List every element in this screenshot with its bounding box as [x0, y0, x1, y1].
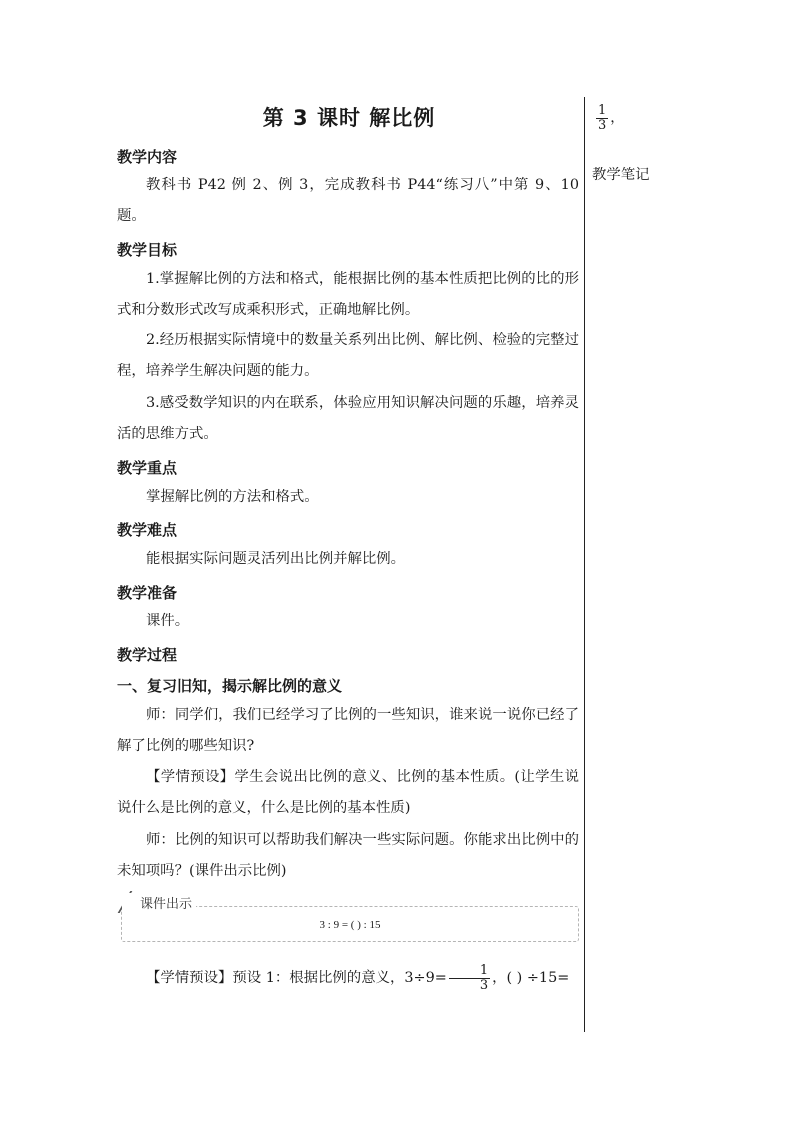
goal-3: 3.感受数学知识的内在联系，体验应用知识解决问题的乐趣，培养灵活的思维方式。	[117, 395, 579, 442]
column-divider	[584, 97, 585, 1032]
key-heading: 教学重点	[117, 459, 178, 477]
difficulty-heading: 教学难点	[117, 521, 178, 539]
courseware-equation: 3 : 9 = ( ) : 15	[319, 919, 381, 931]
sidebar-fraction-line	[594, 104, 624, 132]
process-heading: 教学过程	[117, 646, 178, 664]
para-3: 师：比例的知识可以帮助我们解决一些实际问题。你能求出比例中的未知项吗？(课件出示比例)	[117, 832, 579, 879]
key-text: 掌握解比例的方法和格式。	[146, 489, 319, 505]
para-4	[117, 963, 579, 994]
sidebar-fraction	[596, 104, 608, 132]
page-title: 第 3 课时 解比例	[262, 106, 436, 130]
prep-text: 课件。	[146, 613, 190, 629]
goals-heading: 教学目标	[117, 241, 178, 259]
para-1: 师：同学们，我们已经学习了比例的一些知识，谁来说一说你已经了解了比例的哪些知识?	[117, 707, 579, 754]
para-4-prefix: 【学情预设】预设 1：根据比例的意义，3÷9=	[146, 970, 447, 986]
teaching-notes-label: 教学笔记	[592, 167, 650, 183]
step-1-heading: 一、复习旧知，揭示解比例的意义	[117, 677, 343, 695]
sidebar-frac-num: 1	[598, 103, 607, 118]
courseware-label: 课件出示	[122, 893, 196, 912]
para-2: 【学情预设】学生会说出比例的意义、比例的基本性质。(让学生说说什么是比例的意义，什么是比例的基本性质)	[117, 769, 579, 816]
para-4-suffix: ，( ) ÷15=	[492, 970, 570, 986]
content-heading: 教学内容	[117, 148, 178, 166]
para-4-fraction	[449, 964, 490, 992]
content-text: 教科书 P42 例 2、例 3，完成教科书 P44“练习八”中第 9、10 题。	[117, 177, 579, 224]
difficulty-text: 能根据实际问题灵活列出比例并解比例。	[146, 551, 406, 567]
prep-heading: 教学准备	[117, 584, 178, 602]
courseware-box	[121, 897, 579, 942]
para-4-frac-num: 1	[449, 964, 490, 979]
sidebar-frac-suffix: ，	[610, 110, 625, 127]
sidebar-frac-den: 3	[598, 117, 607, 133]
para-4-frac-den: 3	[479, 977, 489, 993]
goal-2: 2.经历根据实际情境中的数量关系列出比例、解比例、检验的完整过程，培养学生解决问题的能力。	[117, 332, 579, 379]
goal-1: 1.掌握解比例的方法和格式，能根据比例的基本性质把比例的比的形式和分数形式改写成乘积形式，正确地解比例。	[117, 271, 579, 318]
